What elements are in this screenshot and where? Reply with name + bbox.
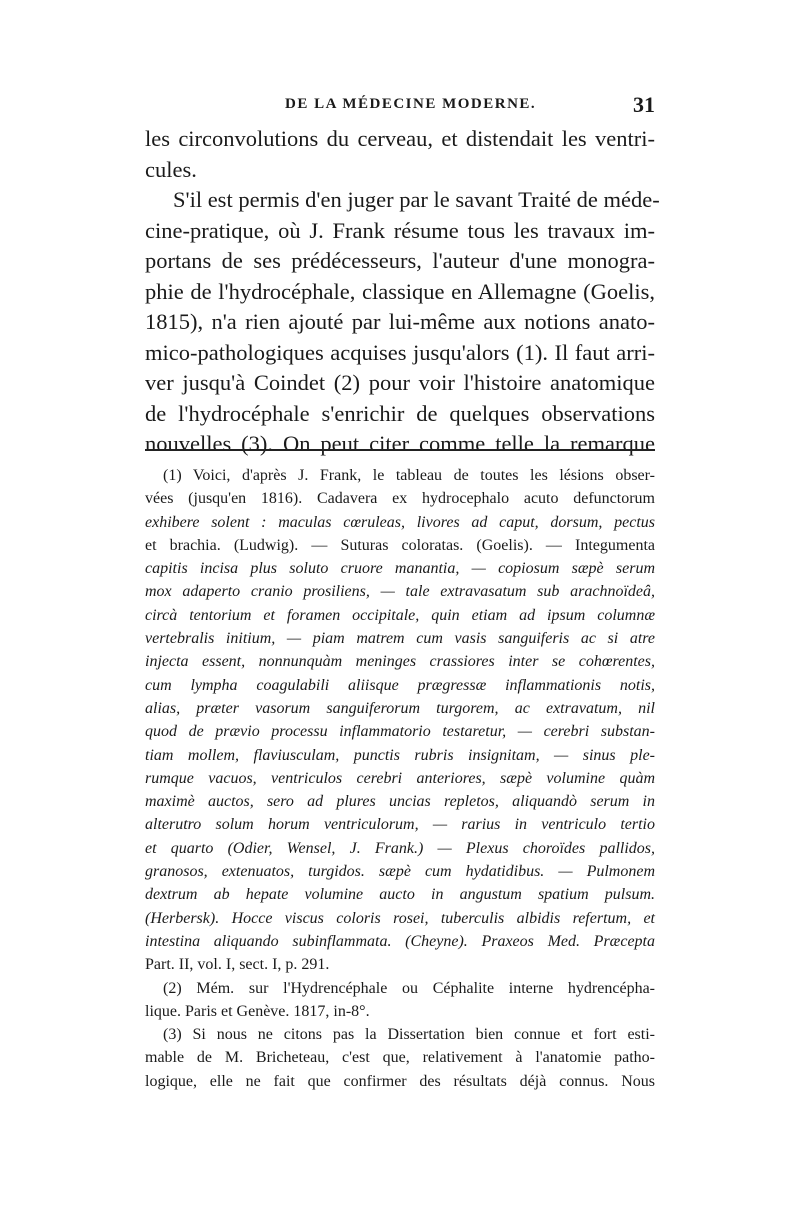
main-text-line: cules.: [145, 156, 197, 182]
footnote-line: (3) Si nous ne citons pas la Dissertation bien connue et fort esti-: [163, 1026, 655, 1044]
footnote-line: injecta essent, nonnunquàm meninges crassiores inter se cohœrentes,: [145, 653, 655, 671]
footnote-separator: [145, 449, 655, 451]
footnote-line: intestina aliquando subinflammata. (Cheyne). Praxeos Med. Præcepta: [145, 932, 655, 950]
footnote-line: et brachia. (Ludwig). — Suturas coloratas. (Goelis). — Integumenta: [145, 536, 655, 554]
main-text-line: phie de l'hydrocéphale, classique en Allemagne (Goelis,: [145, 278, 655, 304]
main-text-line: 1815), n'a rien ajouté par lui-même aux notions anato-: [145, 309, 655, 334]
footnote-line: et quarto (Odier, Wensel, J. Frank.) — Plexus choroïdes pallidos,: [145, 839, 655, 857]
footnote-line: (2) Mém. sur l'Hydrencéphale ou Céphalite interne hydrencépha-: [163, 979, 655, 997]
footnote-line: lique. Paris et Genève. 1817, in-8°.: [145, 1002, 370, 1020]
footnote-line: alias, præter vasorum sanguiferorum turgorem, ac extravatum, nil: [145, 699, 655, 717]
footnote-line: mable de M. Bricheteau, c'est que, relativement à l'anatomie patho-: [145, 1049, 655, 1067]
footnote-line: alterutro solum horum ventriculorum, — rarius in ventriculo tertio: [145, 816, 655, 834]
main-text-line: portans de ses prédécesseurs, l'auteur d'une monogra-: [145, 248, 655, 273]
footnote-line: circà tentorium et foramen occipitale, quin etiam ad ipsum columnæ: [145, 606, 655, 624]
footnote-line: (Herbersk). Hocce viscus coloris rosei, tuberculis albidis refertum, et: [145, 909, 655, 927]
footnote-line: mox adaperto cranio prosiliens, — tale extravasatum sub arachnoïdeâ,: [145, 583, 655, 601]
footnote-line: vertebralis initium, — piam matrem cum vasis sanguiferis ac si atre: [145, 630, 655, 648]
main-text-line: cine-pratique, où J. Frank résume tous les travaux im-: [145, 217, 655, 243]
footnote-line: maximè auctos, sero ad plures uncias repletos, aliquandò serum in: [145, 793, 655, 811]
footnote-line: dextrum ab hepate volumine aucto in angustum spatium pulsum.: [145, 886, 655, 904]
footnote-line: vées (jusqu'en 1816). Cadavera ex hydrocephalo acuto defunctorum: [145, 490, 655, 508]
footnote-line: granosos, extenuatos, turgidos. sæpè cum hydatidibus. — Pulmonem: [145, 863, 655, 881]
main-text-line: mico-pathologiques acquises jusqu'alors (1). Il faut arri-: [145, 339, 655, 365]
page-header: [145, 92, 655, 120]
main-text-line: nouvelles (3). On peut citer comme telle la remarque: [145, 431, 655, 456]
footnote-line: logique, elle ne fait que confirmer des résultats déjà connus. Nous: [145, 1072, 655, 1090]
footnote-line: exhibere solent : maculas cœruleas, livores ad caput, dorsum, pectus: [145, 513, 655, 531]
main-text: [145, 124, 660, 460]
footnotes: [145, 464, 655, 1093]
main-text-line: de l'hydrocéphale s'enrichir de quelques observations: [145, 400, 655, 426]
page-number: 31: [633, 92, 655, 117]
main-text-line: ver jusqu'à Coindet (2) pour voir l'histoire anatomique: [145, 370, 655, 395]
main-text-line: les circonvolutions du cerveau, et distendait les ventri-: [145, 126, 655, 151]
running-title: DE LA MÉDECINE MODERNE.: [285, 96, 537, 112]
footnote-line: tiam mollem, flaviusculam, punctis rubris insignitam, — sinus ple-: [145, 746, 655, 764]
footnote-line: cum lympha coagulabili aliisque prægressæ inflammationis notis,: [145, 676, 655, 694]
footnote-line: capitis incisa plus soluto cruore manantia, — copiosum sæpè serum: [145, 560, 655, 578]
footnote-line: Part. II, vol. I, sect. I, p. 291.: [145, 956, 330, 974]
footnote-line: rumque vacuos, ventriculos cerebri anteriores, sæpè volumine quàm: [145, 769, 655, 787]
footnote-line: quod de prævio processu inflammatorio testaretur, — cerebri substan-: [145, 723, 655, 741]
footnote-line: (1) Voici, d'après J. Frank, le tableau de toutes les lésions obser-: [163, 467, 655, 484]
main-text-line: S'il est permis d'en juger par le savant Traité de méde-: [173, 187, 660, 212]
